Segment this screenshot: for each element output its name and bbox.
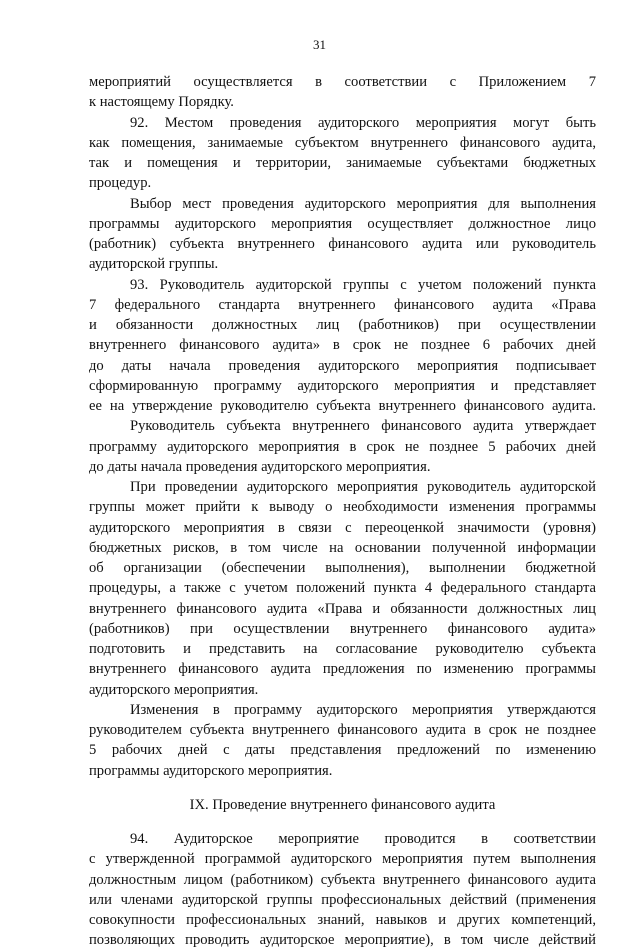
text-line: совокупности профессиональных знаний, навыков и других компетенций, <box>89 912 596 928</box>
text-line: аудиторского мероприятия. <box>89 681 259 698</box>
text-line: внутреннего финансового аудита» в срок не позднее 6 рабочих дней <box>89 337 596 354</box>
text-line: программу аудиторского мероприятия в срок не позднее 5 рабочих дней <box>89 438 596 455</box>
text-line: или членами аудиторской группы профессиональных действий (применения <box>89 891 596 908</box>
text-line: так и помещения и территории, занимаемые субъектами бюджетных <box>89 155 596 171</box>
text-line: процедуры, а также с учетом положений пункта 4 федерального стандарта <box>89 580 596 597</box>
paragraph-block-2 <box>89 829 596 951</box>
text-line: Выбор мест проведения аудиторского мероприятия для выполнения <box>130 195 596 212</box>
text-line: Руководитель субъекта внутреннего финансового аудита утверждает <box>130 418 596 435</box>
text-line: подготовить и представить на согласование руководителю субъекта <box>89 641 596 657</box>
text-line: сформированную программу аудиторского мероприятия и представляет <box>89 377 596 394</box>
text-line: аудиторского мероприятия в связи с переоценкой значимости (уровня) <box>89 519 596 536</box>
text-line: программы аудиторского мероприятия осуществляет должностное лицо <box>89 215 596 232</box>
text-line: процедур. <box>89 175 152 192</box>
text-line: программы аудиторского мероприятия. <box>89 762 333 779</box>
text-line: 7 федерального стандарта внутреннего финансового аудита «Права <box>89 296 596 313</box>
text-line: 92. Местом проведения аудиторского мероприятия могут быть <box>130 114 596 131</box>
text-line: При проведении аудиторского мероприятия руководитель аудиторской <box>130 479 596 495</box>
text-line: позволяющих проводить аудиторское мероприятие), в том числе действий <box>89 932 596 949</box>
text-line: группы может прийти к выводу о необходимости изменения программы <box>89 499 596 516</box>
text-line: (работник) субъекта внутреннего финансового аудита или руководитель <box>89 236 596 252</box>
text-line: бюджетных рисков, в том числе на основании полученной информации <box>89 539 596 556</box>
text-line: с утвержденной программой аудиторского мероприятия путем выполнения <box>89 851 596 868</box>
text-line: до даты начала проведения аудиторского мероприятия. <box>89 458 431 475</box>
text-line: должностным лицом (работником) субъекта внутреннего финансового аудита <box>89 871 596 888</box>
text-line: аудиторской группы. <box>89 256 219 273</box>
page-number: 31 <box>313 37 326 52</box>
text-line: как помещения, занимаемые субъектом внутреннего финансового аудита, <box>89 134 596 151</box>
text-line: об организации (обеспечении выполнения), выполнении бюджетной <box>89 560 596 576</box>
text-line: внутреннего финансового аудита «Права и обязанности должностных лиц <box>89 600 596 617</box>
text-line: (работников) при осуществлении внутреннего финансового аудита» <box>89 620 596 637</box>
document-body <box>89 72 596 951</box>
section-heading: IX. Проведение внутреннего финансового аудита <box>189 796 496 813</box>
text-line: к настоящему Порядку. <box>89 94 234 111</box>
text-line: и обязанности должностных лиц (работников) при осуществлении <box>89 317 596 333</box>
paragraph-block-1 <box>89 72 596 781</box>
text-line: внутреннего финансового аудита предложения по изменению программы <box>89 661 596 678</box>
text-line: ее на утверждение руководителю субъекта внутреннего финансового аудита. <box>89 398 596 414</box>
text-line: мероприятий осуществляется в соответствии с Приложением 7 <box>89 74 596 90</box>
text-line: Изменения в программу аудиторского мероприятия утверждаются <box>130 701 596 718</box>
text-line: 94. Аудиторское мероприятие проводится в соответствии <box>130 831 596 847</box>
text-line: 5 рабочих дней с даты представления предложений по изменению <box>89 742 596 759</box>
text-line: до даты начала проведения аудиторского мероприятия подписывает <box>89 357 596 374</box>
text-line: 93. Руководитель аудиторской группы с учетом положений пункта <box>130 276 596 293</box>
text-line: руководителем субъекта внутреннего финансового аудита в срок не позднее <box>89 722 596 738</box>
